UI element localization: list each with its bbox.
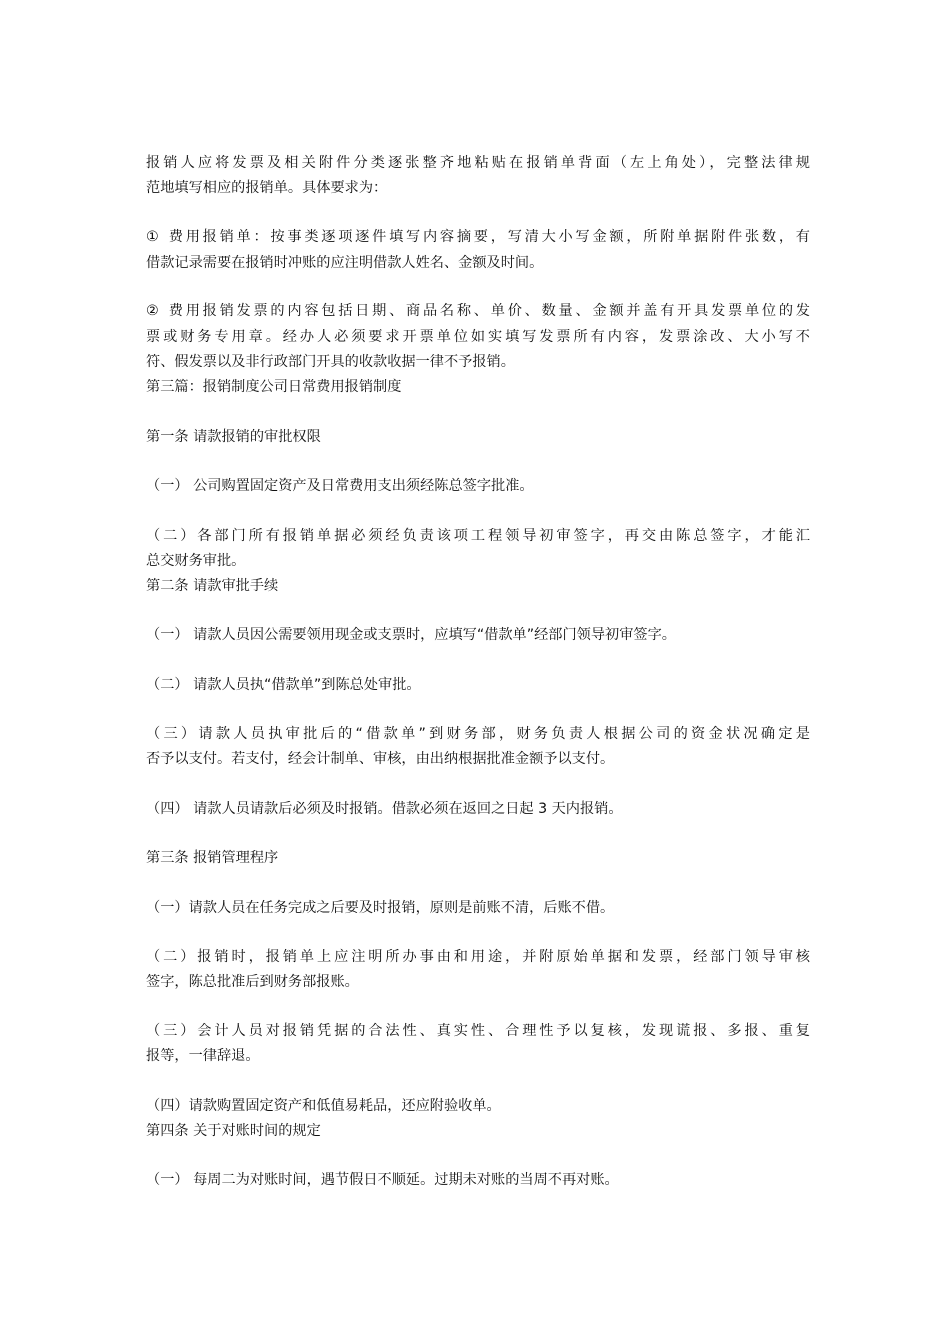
text-line: （二） 请款人员执“借款单”到陈总处审批。: [146, 677, 421, 693]
text-line: （三）请款人员执审批后的“借款单”到财务部，财务负责人根据公司的资金状况确定是: [146, 726, 810, 742]
text-line: （二）报销时，报销单上应注明所办事由和用途，并附原始单据和发票，经部门领导审核: [146, 949, 810, 965]
article-heading: 第一条 请款报销的审批权限: [146, 429, 321, 445]
text-line: （一） 每周二为对账时间，遇节假日不顺延。过期未对账的当周不再对账。: [146, 1172, 619, 1188]
text-line: 符、假发票以及非行政部门开具的收款收据一律不予报销。: [146, 354, 515, 370]
text-line: （一）请款人员在任务完成之后要及时报销，原则是前账不清，后账不借。: [146, 900, 615, 916]
text-line: （二）各部门所有报销单据必须经负责该项工程领导初审签字，再交由陈总签字，才能汇: [146, 528, 810, 544]
text-line: 否予以支付。若支付，经会计制单、审核，由出纳根据批准金额予以支付。: [146, 751, 615, 767]
text-line: 签字，陈总批准后到财务部报账。: [146, 974, 359, 990]
text-line: 票或财务专用章。经办人必须要求开票单位如实填写发票所有内容，发票涂改、大小写不: [146, 329, 810, 345]
article-heading: 第四条 关于对账时间的规定: [146, 1123, 321, 1139]
section-heading: 第三篇：报销制度公司日常费用报销制度: [146, 379, 402, 395]
article-heading: 第二条 请款审批手续: [146, 578, 279, 594]
text-line: （三）会计人员对报销凭据的合法性、真实性、合理性予以复核，发现谎报、多报、重复: [146, 1023, 810, 1039]
text-line: （四）请款购置固定资产和低值易耗品，还应附验收单。: [146, 1098, 501, 1114]
text-line: ② 费用报销发票的内容包括日期、商品名称、单价、数量、金额并盖有开具发票单位的发: [146, 303, 810, 319]
text-line: （四） 请款人员请款后必须及时报销。借款必须在返回之日起 3 天内报销。: [146, 801, 623, 817]
text-line: ① 费用报销单：按事类逐项逐件填写内容摘要，写清大小写金额，所附单据附件张数，有: [146, 229, 810, 245]
text-line: 范地填写相应的报销单。具体要求为：: [146, 180, 388, 196]
text-line: 报等，一律辞退。: [146, 1048, 260, 1064]
article-heading: 第三条 报销管理程序: [146, 850, 279, 866]
text-line: 总交财务审批。: [146, 553, 246, 569]
text-line: 报销人应将发票及相关附件分类逐张整齐地粘贴在报销单背面（左上角处），完整法律规: [146, 155, 810, 171]
text-line: （一） 公司购置固定资产及日常费用支出须经陈总签字批准。: [146, 478, 534, 494]
text-line: （一） 请款人员因公需要领用现金或支票时，应填写“借款单”经部门领导初审签字。: [146, 627, 676, 643]
text-line: 借款记录需要在报销时冲账的应注明借款人姓名、金额及时间。: [146, 255, 544, 271]
